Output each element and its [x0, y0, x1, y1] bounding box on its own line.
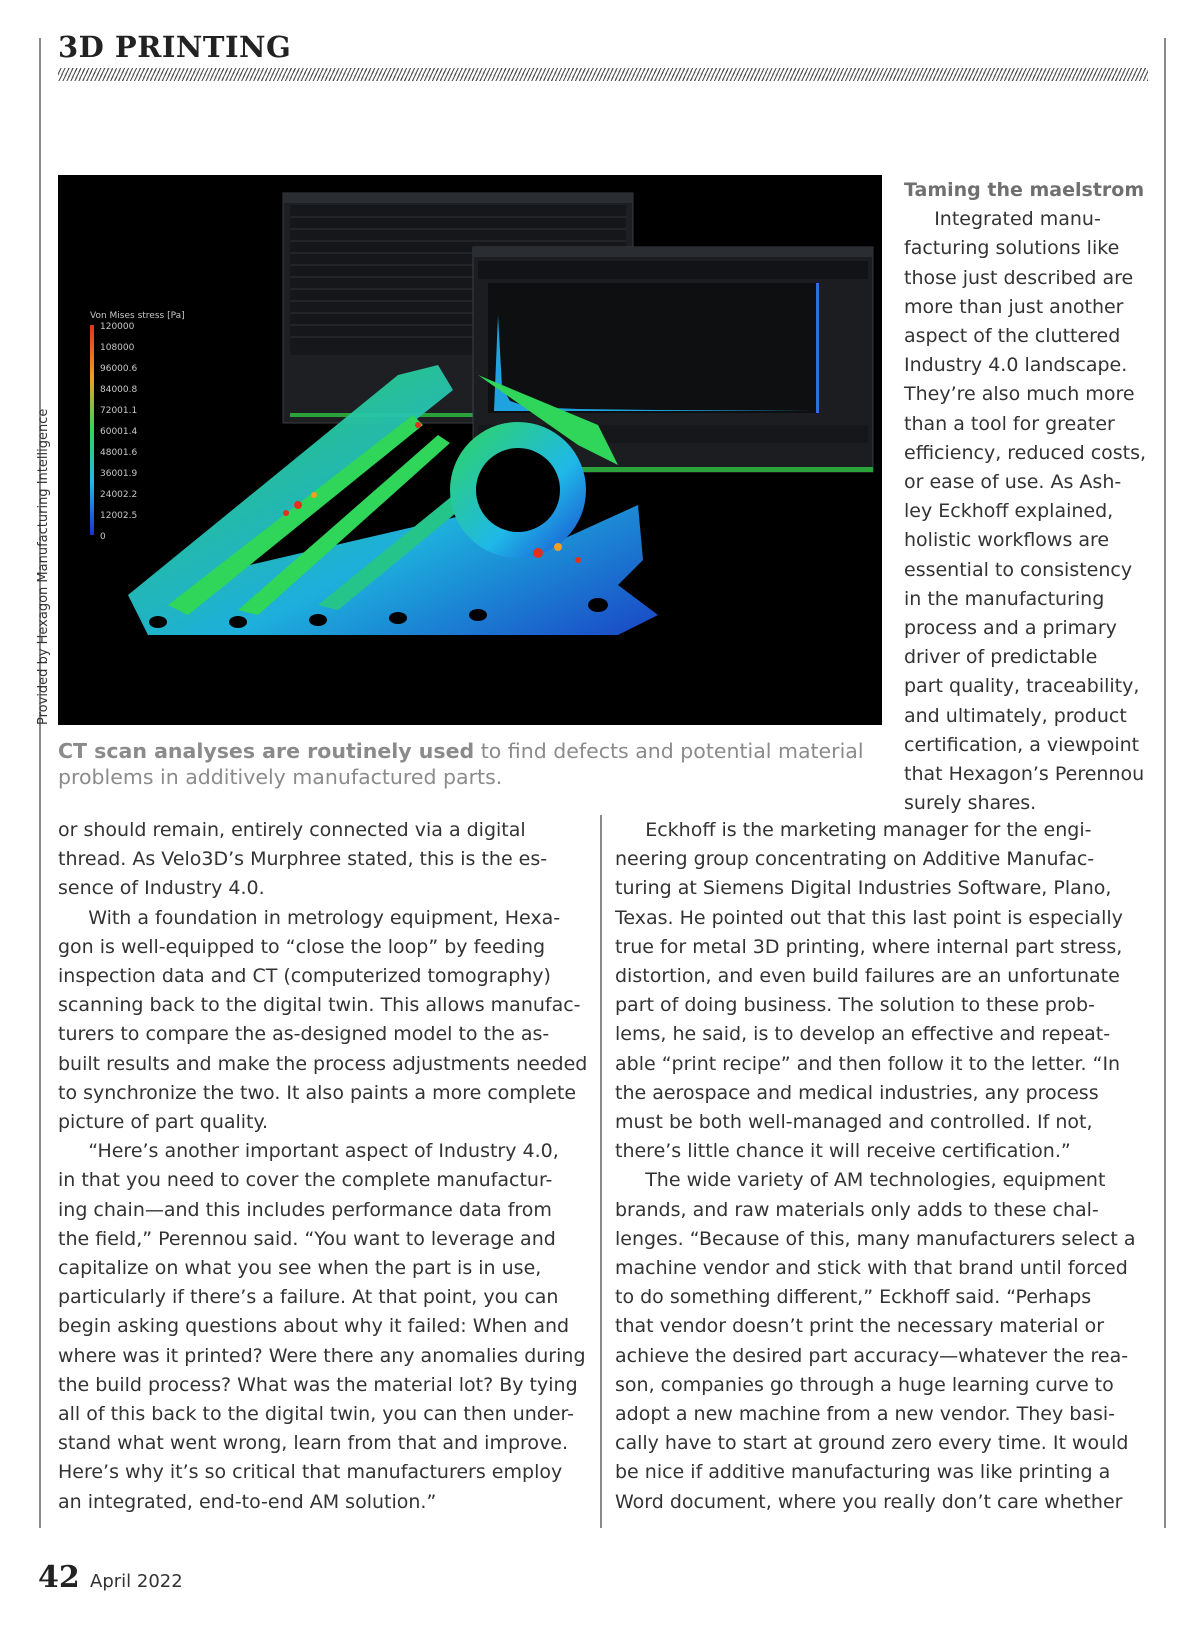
- right-column: [615, 816, 1155, 1517]
- text-line: stand what went wrong, learn from that and improve.: [58, 1432, 569, 1455]
- text-line: the build process? What was the material lot? By tying: [58, 1373, 578, 1396]
- text-line: part of doing business. The solution to these prob-: [615, 994, 1095, 1017]
- photo-credit: Provided by Hexagon Manufacturing Intelligence: [36, 408, 51, 725]
- text-line: be nice if additive manufacturing was like printing a: [615, 1461, 1111, 1484]
- caption-lead: CT scan analyses are routinely used: [58, 739, 475, 763]
- text-line: neering group concentrating on Additive Manufac-: [615, 848, 1095, 871]
- text-line: ing chain—and this includes performance data from: [58, 1198, 552, 1221]
- ct-scan-image: [58, 175, 882, 725]
- column-divider: [600, 815, 602, 1528]
- text-line: scanning back to the digital twin. This allows manufac-: [58, 994, 581, 1017]
- text-line: there’s little chance it will receive certification.”: [615, 1140, 1071, 1163]
- text-line: or should remain, entirely connected via a digital: [58, 819, 526, 841]
- text-line: Industry 4.0 landscape.: [904, 354, 1128, 377]
- legend-value: 36001.9: [100, 469, 138, 479]
- page-number: 42: [38, 1560, 80, 1595]
- text-line: certification, a viewpoint: [904, 733, 1140, 756]
- header-hatch-rule: [58, 68, 1148, 81]
- text-line: surely shares.: [904, 792, 1037, 815]
- text-line: Integrated manu-: [904, 208, 1101, 231]
- text-line: and ultimately, product: [904, 704, 1127, 727]
- text-line: The wide variety of AM technologies, equipment: [615, 1169, 1106, 1192]
- text-line: inspection data and CT (computerized tomography): [58, 965, 551, 988]
- left-column: [58, 816, 593, 1517]
- text-line: in that you need to cover the complete manufactur-: [58, 1169, 553, 1192]
- text-line: aspect of the cluttered: [904, 325, 1121, 348]
- figure-caption: [58, 738, 878, 790]
- text-line: that Hexagon’s Perennou: [904, 763, 1145, 786]
- text-line: built results and make the process adjustments needed: [58, 1052, 588, 1075]
- text-line: machine vendor and stick with that brand until forced: [615, 1257, 1128, 1280]
- text-line: or ease of use. As Ash-: [904, 471, 1122, 494]
- text-line: the field,” Perennou said. “You want to leverage and: [58, 1227, 556, 1250]
- text-line: thread. As Velo3D’s Murphree stated, this is the es-: [58, 848, 548, 871]
- text-line: lenges. “Because of this, many manufacturers select a: [615, 1227, 1136, 1250]
- legend-value: 84000.8: [100, 385, 138, 395]
- text-line: true for metal 3D printing, where internal part stress,: [615, 935, 1123, 958]
- text-line: Texas. He pointed out that this last point is especially: [615, 906, 1123, 929]
- stress-legend: [90, 311, 185, 542]
- text-line: Here’s why it’s so critical that manufacturers employ: [58, 1461, 563, 1484]
- text-line: to synchronize the two. It also paints a more complete: [58, 1081, 577, 1104]
- left-margin-rule: [39, 38, 41, 1528]
- text-line: brands, and raw materials only adds to these chal-: [615, 1198, 1099, 1221]
- subhead: Taming the maelstrom: [904, 179, 1145, 201]
- text-line: lems, he said, is to develop an effective and repeat-: [615, 1023, 1111, 1046]
- text-line: must be both well-managed and controlled. If not,: [615, 1111, 1093, 1134]
- legend-value: 0: [100, 532, 106, 542]
- legend-value: 12002.5: [100, 511, 138, 521]
- text-line: capitalize on what you see when the part is in use,: [58, 1257, 542, 1280]
- text-line: holistic workflows are: [904, 529, 1110, 552]
- text-line: begin asking questions about why it failed: When and: [58, 1315, 570, 1338]
- text-line: process and a primary: [904, 617, 1117, 640]
- legend-value: 24002.2: [100, 490, 138, 500]
- text-line: that vendor doesn’t print the necessary material or: [615, 1315, 1105, 1338]
- text-line: picture of part quality.: [58, 1111, 269, 1134]
- text-line: the aerospace and medical industries, any process: [615, 1081, 1099, 1104]
- text-line: With a foundation in metrology equipment, Hexa-: [58, 906, 561, 929]
- text-line: facturing solutions like: [904, 237, 1120, 260]
- text-line: Word document, where you really don’t care whether: [615, 1490, 1123, 1513]
- text-line: sence of Industry 4.0.: [58, 877, 265, 900]
- text-line: achieve the desired part accuracy—whatever the rea-: [615, 1344, 1129, 1367]
- text-line: adopt a new machine from a new vendor. They basi-: [615, 1403, 1115, 1426]
- legend-value: 48001.6: [100, 448, 138, 458]
- text-line: Eckhoff is the marketing manager for the engi-: [615, 819, 1092, 841]
- text-line: to do something different,” Eckhoff said. “Perhaps: [615, 1286, 1092, 1309]
- text-line: turers to compare the as-designed model to the as-: [58, 1023, 550, 1046]
- legend-value: 72001.1: [100, 406, 138, 416]
- right-margin-rule: [1164, 38, 1166, 1528]
- legend-value: 120000: [100, 322, 135, 332]
- text-line: ley Eckhoff explained,: [904, 500, 1114, 523]
- legend-title: Von Mises stress [Pa]: [90, 311, 185, 321]
- text-line: particularly if there’s a failure. At that point, you can: [58, 1286, 559, 1309]
- section-title: 3D PRINTING: [58, 30, 292, 64]
- text-line: where was it printed? Were there any anomalies during: [58, 1344, 586, 1367]
- text-line: “Here’s another important aspect of Industry 4.0,: [58, 1140, 559, 1163]
- text-line: part quality, traceability,: [904, 675, 1140, 698]
- text-line: in the manufacturing: [904, 587, 1105, 610]
- text-line: distortion, and even build failures are an unfortunate: [615, 965, 1120, 988]
- text-line: cally have to start at ground zero every time. It would: [615, 1432, 1129, 1455]
- text-line: son, companies go through a huge learning curve to: [615, 1373, 1114, 1396]
- sidebar-text: [904, 176, 1160, 818]
- text-line: all of this back to the digital twin, you can then under-: [58, 1403, 574, 1426]
- text-line: an integrated, end-to-end AM solution.”: [58, 1490, 437, 1513]
- ct-scan-figure: [58, 175, 882, 725]
- legend-value: 96000.6: [100, 364, 138, 374]
- text-line: driver of predictable: [904, 646, 1098, 669]
- legend-value: 60001.4: [100, 427, 138, 437]
- stress-color-bar: [90, 325, 94, 535]
- issue-date: April 2022: [90, 1571, 183, 1592]
- text-line: gon is well-equipped to “close the loop” by feeding: [58, 935, 546, 958]
- text-line: those just described are: [904, 266, 1134, 289]
- text-line: turing at Siemens Digital Industries Software, Plano,: [615, 877, 1112, 900]
- text-line: They’re also much more: [904, 383, 1135, 406]
- text-line: essential to consistency: [904, 558, 1133, 581]
- text-line: more than just another: [904, 295, 1124, 318]
- text-line: efficiency, reduced costs,: [904, 441, 1147, 464]
- legend-value: 108000: [100, 343, 135, 353]
- text-line: able “print recipe” and then follow it to the letter. “In: [615, 1052, 1121, 1075]
- text-line: than a tool for greater: [904, 412, 1115, 435]
- caption-text: to find defects and potential material problems in additively manufactured parts.: [58, 739, 864, 789]
